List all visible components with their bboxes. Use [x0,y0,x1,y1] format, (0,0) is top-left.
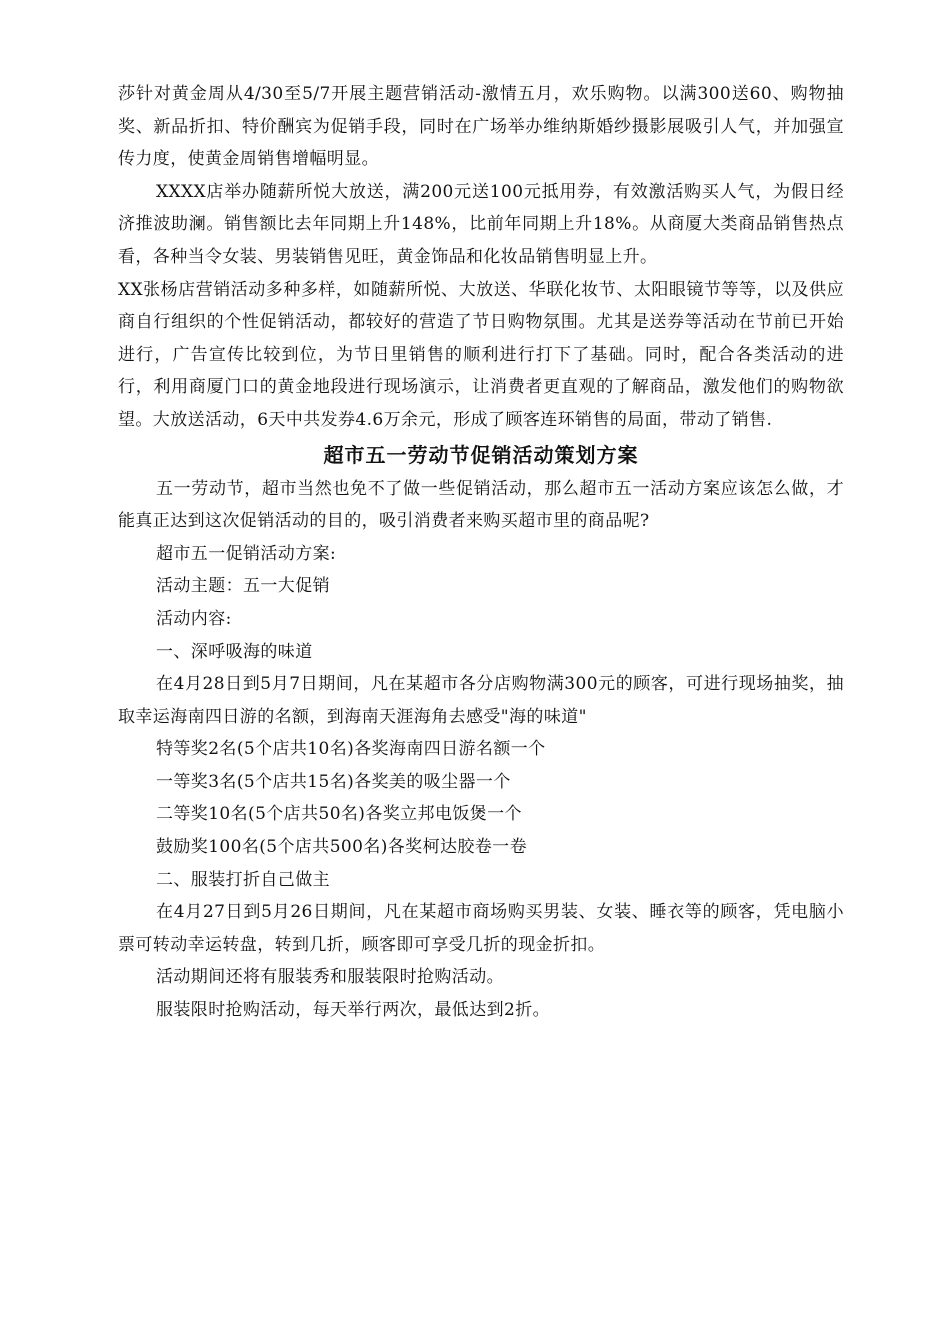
prize-item: 特等奖2名(5个店共10名)各奖海南四日游名额一个 [156,739,546,760]
part2-note: 服装限时抢购活动，每天举行两次，最低达到2折。 [156,1000,551,1021]
activity-content-label: 活动内容: [156,608,232,629]
part1-description: 在4月28日到5月7日期间，凡在某超市各分店购物满300元的顾客，可进行现场抽奖，抽取幸运海南四日游的名额，到海南天涯海角去感受"海的味道" [118,674,844,727]
prize-item: 一等奖3名(5个店共15名)各奖美的吸尘器一个 [156,771,511,792]
part2-description: 在4月27日到5月26日期间，凡在某超市商场购买男装、女装、睡衣等的顾客，凭电脑小票可转动幸运转盘，转到几折，顾客即可享受几折的现金折扣。 [118,902,844,955]
document-body [118,78,844,1027]
prize-item: 二等奖10名(5个店共50名)各奖立邦电饭煲一个 [156,804,522,825]
prize-item: 鼓励奖100名(5个店共500名)各奖柯达胶卷一卷 [156,837,527,858]
paragraph-zhangyang-store: XX张杨店营销活动多种多样，如随薪所悦、大放送、华联化妆节、太阳眼镜节等等，以及供应商自行组织的个性促销活动，都较好的营造了节日购物氛围。尤其是送券等活动在节前已开始进行，广告宣传比较到位，为节日里销售的顺利进行打下了基础。同时，配合各类活动的进行，利用商厦门口的黄金地段进行现场演示，让消费者更直观的了解商品，激发他们的购物欲望。大放送活动，6天中共发券4.6万余元，形成了顾客连环销售的局面，带动了销售. [118,279,844,430]
plan-label: 超市五一促销活动方案: [156,543,337,564]
part2-note: 活动期间还将有服装秀和服装限时抢购活动。 [156,967,504,988]
activity-theme: 活动主题：五一大促销 [156,576,330,597]
section-title: 超市五一劳动节促销活动策划方案 [323,442,639,467]
paragraph-xxxx-store: XXXX店举办随薪所悦大放送，满200元送100元抵用券，有效激活购买人气，为假日经济推波助澜。销售额比去年同期上升148%，比前年同期上升18%。从商厦大类商品销售热点看，各种当令女装、男装销售见旺，黄金饰品和化妆品销售明显上升。 [118,181,844,267]
intro-paragraph: 五一劳动节，超市当然也免不了做一些促销活动，那么超市五一活动方案应该怎么做，才能真正达到这次促销活动的目的，吸引消费者来购买超市里的商品呢? [118,478,844,532]
part2-title: 二、服装打折自己做主 [156,869,330,890]
paragraph-golden-week: 莎针对黄金周从4/30至5/7开展主题营销活动-激情五月，欢乐购物。以满300送60、购物抽奖、新品折扣、特价酬宾为促销手段，同时在广场举办维纳斯婚纱摄影展吸引人气，并加强宣传力度，使黄金周销售增幅明显。 [118,84,844,170]
part1-title: 一、深呼吸海的味道 [156,641,313,662]
